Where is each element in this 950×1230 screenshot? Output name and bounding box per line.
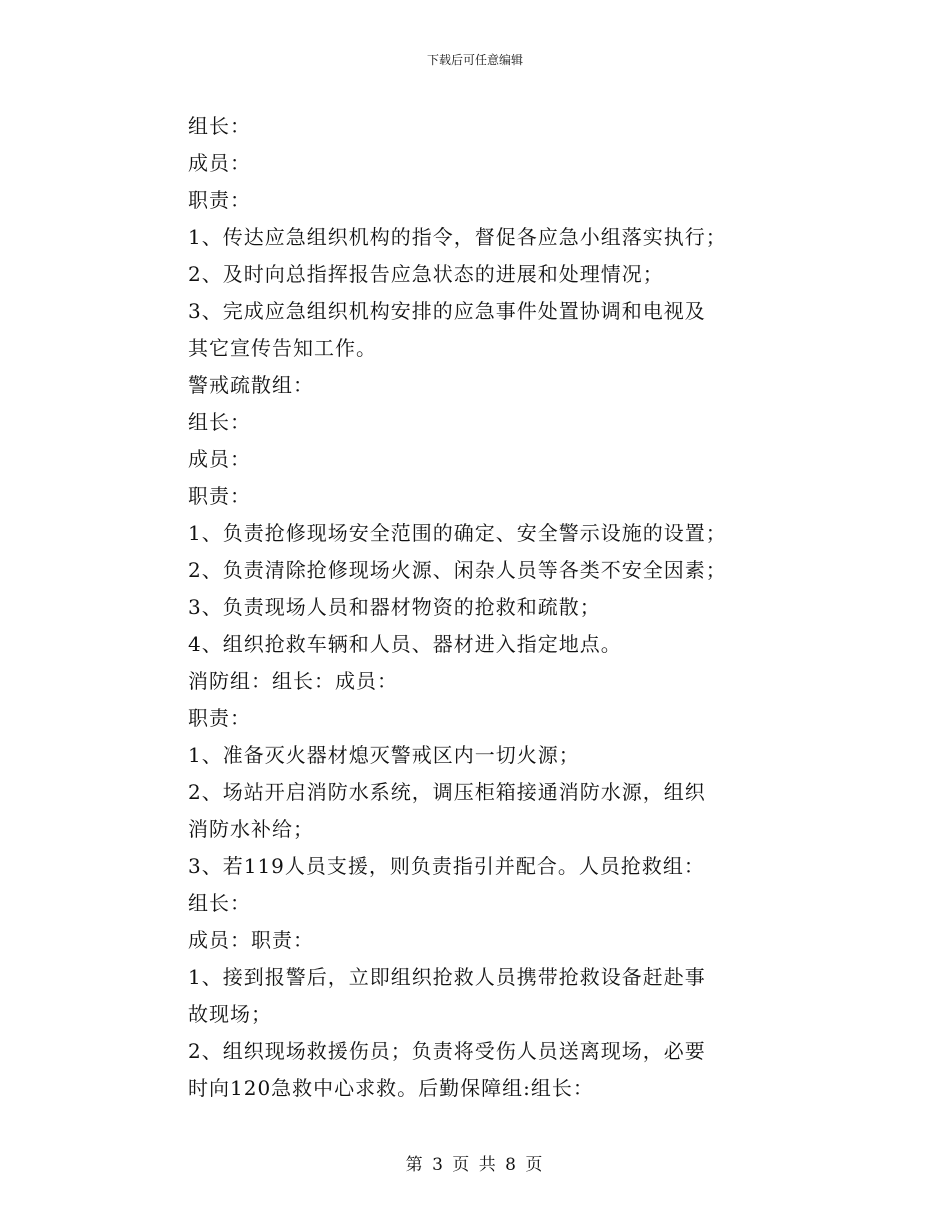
section-heading: 消防组：组长：成员：	[188, 669, 398, 693]
text-line: 2、场站开启消防水系统，调压柜箱接通消防水源，组织	[188, 780, 706, 804]
text-line: 3、负责现场人员和器材物资的抢救和疏散；	[188, 595, 601, 619]
text-line: 3、完成应急组织机构安排的应急事件处置协调和电视及	[188, 299, 706, 323]
text-line: 1、传达应急组织机构的指令，督促各应急小组落实执行；	[188, 225, 727, 249]
text-line: 成员：	[188, 447, 251, 471]
text-line: 组长：	[188, 410, 251, 434]
text-line: 1、负责抢修现场安全范围的确定、安全警示设施的设置；	[188, 521, 727, 545]
section-heading: 警戒疏散组：	[188, 373, 314, 397]
text-line: 1、接到报警后，立即组织抢救人员携带抢救设备赶赴事	[188, 965, 706, 989]
page-number: 第 3 页 共 8 页	[405, 1155, 545, 1175]
text-line: 职责：	[188, 484, 251, 508]
page-header: 下载后可任意编辑	[426, 53, 523, 67]
text-line: 组长：	[188, 891, 251, 915]
text-line: 2、组织现场救援伤员；负责将受伤人员送离现场，必要	[188, 1039, 706, 1063]
text-line: 故现场；	[188, 1002, 272, 1026]
text-line: 3、若119人员支援，则负责指引并配合。人员抢救组：	[188, 854, 705, 878]
text-line: 2、及时向总指挥报告应急状态的进展和处理情况；	[188, 262, 664, 286]
text-line: 时向120急救中心求救。后勤保障组:组长：	[188, 1076, 594, 1100]
text-line: 1、准备灭火器材熄灭警戒区内一切火源；	[188, 743, 580, 767]
text-line: 组长：	[188, 114, 251, 138]
text-line: 消防水补给；	[188, 817, 314, 841]
document-body	[188, 108, 748, 1107]
text-line: 成员：	[188, 151, 251, 175]
text-line: 4、组织抢救车辆和人员、器材进入指定地点。	[188, 632, 622, 656]
text-line: 职责：	[188, 188, 251, 212]
text-line: 职责：	[188, 706, 251, 730]
text-line: 其它宣传告知工作。	[188, 336, 377, 360]
text-line: 成员：职责：	[188, 928, 314, 952]
text-line: 2、负责清除抢修现场火源、闲杂人员等各类不安全因素；	[188, 558, 727, 582]
